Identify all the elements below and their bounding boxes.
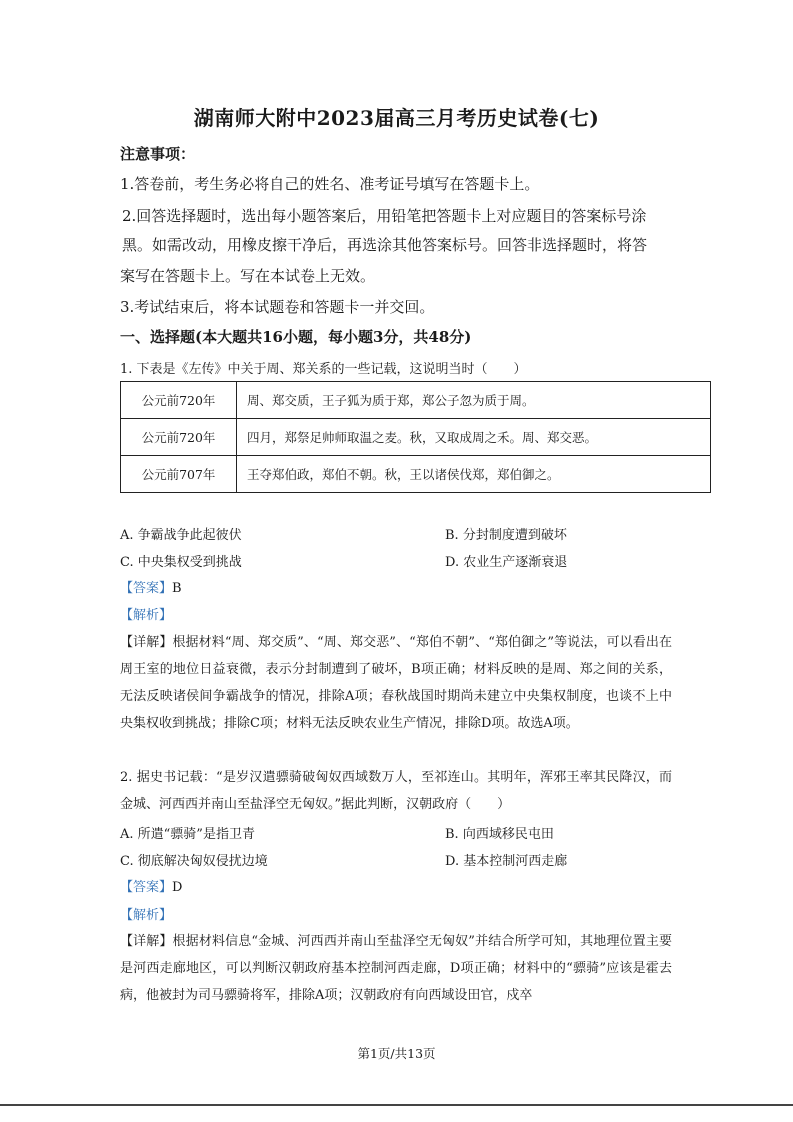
notes-item-1: 1.答卷前，考生务必将自己的姓名、准考证号填写在答题卡上。 (120, 175, 540, 193)
bottom-divider (0, 1104, 793, 1106)
notes-item-2-line-1: 2.回答选择题时，选出每小题答案后，用铅笔把答题卡上对应题目的答案标号涂 (122, 207, 647, 225)
q1-option-b: B. 分封制度遭到破坏 (445, 528, 567, 543)
answer-label: 【答案】 (120, 581, 173, 596)
q1-detail (120, 629, 672, 737)
table-cell-event: 王夺郑伯政，郑伯不朝。秋，王以诸侯伐郑，郑伯御之。 (237, 456, 711, 493)
notes-item-2-line-2: 黑。如需改动，用橡皮擦干净后，再选涂其他答案标号。回答非选择题时，将答 (122, 236, 648, 254)
table-cell-year: 公元前707年 (121, 456, 237, 493)
q2-detail (120, 928, 672, 1009)
notes-item-2-line-3: 案写在答题卡上。写在本试卷上无效。 (120, 267, 376, 285)
detail-text: 根据材料信息“金城、河西西并南山至盐泽空无匈奴”并结合所学可知，其地理位置主要是河西走廊地区，可以判断汉朝政府基本控制河西走廊，D项正确；材料中的“骠骑”应该是霍去病，他被封为司马骠骑将军，排除A项；汉朝政府有向西域设田官，戍卒 (120, 934, 672, 1003)
detail-label: 【详解】 (120, 635, 173, 650)
q2-answer (120, 876, 182, 895)
notes-item-3: 3.考试结束后，将本试题卷和答题卡一并交回。 (120, 298, 435, 316)
q2-option-d: D. 基本控制河西走廊 (445, 854, 568, 869)
q1-analysis-label: 【解析】 (120, 608, 173, 623)
page-number: 第1页/共13页 (357, 1046, 436, 1061)
q2-option-c: C. 彻底解决匈奴侵扰边境 (120, 854, 268, 869)
table-cell-year: 公元前720年 (121, 419, 237, 456)
q2-analysis-label: 【解析】 (120, 908, 173, 923)
table-row (121, 419, 711, 456)
table-row (121, 456, 711, 493)
question-1-stem: 1. 下表是《左传》中关于周、郑关系的一些记载，这说明当时（ ） (120, 362, 527, 377)
q2-option-b: B. 向西域移民屯田 (445, 827, 554, 842)
table-cell-event: 四月，郑祭足帅师取温之麦。秋，又取成周之禾。周、郑交恶。 (237, 419, 711, 456)
answer-label: 【答案】 (120, 880, 173, 895)
q1-option-a: A. 争霸战争此起彼伏 (120, 528, 242, 543)
detail-text: 根据材料“周、郑交质”、“周、郑交恶”、“郑伯不朝”、“郑伯御之”等说法，可以看出在周王室的地位日益衰微，表示分封制遭到了破坏，B项正确；材料反映的是周、郑之间的关系，无法反映诸侯间争霸战争的情况，排除A项；春秋战国时期尚未建立中央集权制度，也谈不上中央集权收到挑战；排除C项；材料无法反映农业生产情况，排除D项。故选A项。 (120, 635, 672, 731)
answer-value: D (172, 880, 183, 895)
question-2-stem: 2. 据史书记载：“是岁汉遣骠骑破匈奴西域数万人，至祁连山。其明年，浑邪王率其民降汉，而金城、河西西并南山至盐泽空无匈奴。”据此判断，汉朝政府（ ） (120, 770, 672, 812)
q1-answer (120, 577, 182, 596)
q2-option-a: A. 所遣“骠骑”是指卫青 (120, 827, 255, 842)
q1-option-d: D. 农业生产逐渐衰退 (445, 555, 568, 570)
records-table (120, 381, 711, 493)
table-row (121, 382, 711, 419)
exam-title: 湖南师大附中2023届高三月考历史试卷(七) (193, 106, 600, 130)
section-heading: 一、选择题(本大题共16小题，每小题3分，共48分) (120, 328, 472, 346)
table-cell-event: 周、郑交质，王子狐为质于郑，郑公子忽为质于周。 (237, 382, 711, 419)
detail-label: 【详解】 (120, 934, 173, 949)
q1-option-c: C. 中央集权受到挑战 (120, 555, 242, 570)
answer-value: B (172, 581, 182, 596)
table-cell-year: 公元前720年 (121, 382, 237, 419)
notes-heading: 注意事项： (120, 145, 196, 163)
